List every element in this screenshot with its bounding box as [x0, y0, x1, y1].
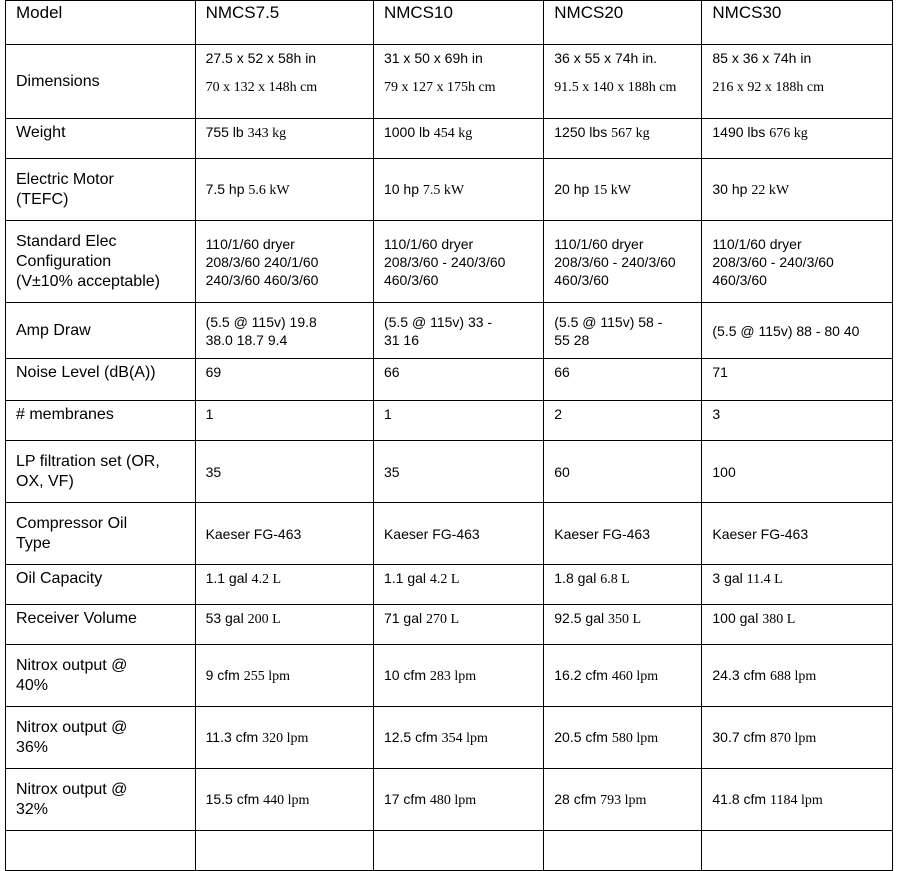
empty-cell [195, 831, 373, 871]
value-imperial: 30 hp [712, 180, 748, 197]
value-metric: 354 lpm [441, 730, 488, 746]
empty-cell [373, 831, 543, 871]
value-imperial: 100 gal [712, 610, 759, 626]
table-cell: 2 [544, 401, 702, 441]
value-metric: 216 x 92 x 188h cm [712, 80, 824, 95]
table-cell: 110/1/60 dryer 208/3/60 - 240/3/60 460/3/60 [544, 221, 702, 303]
table-cell [195, 645, 373, 707]
value-metric: 350 L [607, 612, 642, 627]
header-nmcs10: NMCS10 [373, 1, 543, 45]
table-row [6, 221, 893, 303]
table-cell: 110/1/60 dryer 208/3/60 240/1/60 240/3/60 460/3/60 [195, 221, 373, 303]
value-metric: 200 L [247, 612, 281, 627]
table-cell [702, 159, 893, 221]
table-cell: Kaeser FG-463 [544, 503, 702, 565]
value-imperial: 24.3 cfm [712, 666, 767, 683]
table-cell: (5.5 @ 115v) 58 - 55 28 [544, 303, 702, 359]
table-cell [195, 119, 373, 159]
table-cell [195, 707, 373, 769]
value-imperial: 17 cfm [383, 790, 426, 807]
table-cell: 35 [373, 441, 543, 503]
table-cell [195, 605, 373, 645]
value-metric: 870 lpm [769, 730, 817, 746]
value-metric: 380 L [762, 612, 796, 627]
value-metric: 676 kg [769, 126, 808, 141]
table-row [6, 401, 893, 441]
empty-cell [6, 831, 196, 871]
table-cell: 110/1/60 dryer 208/3/60 - 240/3/60 460/3/60 [702, 221, 893, 303]
header-nmcs7-5: NMCS7.5 [195, 1, 373, 45]
table-cell: Kaeser FG-463 [195, 503, 373, 565]
header-nmcs20: NMCS20 [544, 1, 702, 45]
value-imperial: 16.2 cfm [554, 666, 608, 683]
value-metric: 22 kW [751, 182, 790, 198]
row-label: Compressor Oil Type [6, 503, 196, 565]
row-label: Nitrox output @ 32% [6, 769, 196, 831]
table-row [6, 359, 893, 401]
table-cell [702, 45, 893, 119]
row-label: Weight [6, 119, 196, 159]
table-cell [702, 645, 893, 707]
table-cell: 71 [702, 359, 893, 401]
table-row [6, 303, 893, 359]
table-cell: 35 [195, 441, 373, 503]
table-cell: 100 [702, 441, 893, 503]
row-label: Nitrox output @ 40% [6, 645, 196, 707]
table-cell [702, 769, 893, 831]
specs-table [5, 0, 893, 871]
row-label: Standard Elec Configuration (V±10% acceptable) [6, 221, 196, 303]
value-metric: 688 lpm [769, 668, 817, 684]
value-imperial: 1.8 gal [554, 570, 597, 586]
table-cell [702, 119, 893, 159]
table-cell: (5.5 @ 115v) 19.8 38.0 18.7 9.4 [195, 303, 373, 359]
value-metric: 343 kg [247, 126, 287, 141]
table-row [6, 645, 893, 707]
value-metric: 91.5 x 140 x 188h cm [554, 80, 677, 95]
value-metric: 480 lpm [429, 792, 477, 808]
row-label: Receiver Volume [6, 605, 196, 645]
table-cell [702, 707, 893, 769]
value-metric: 1184 lpm [769, 792, 823, 808]
table-cell: (5.5 @ 115v) 33 - 31 16 [373, 303, 543, 359]
value-metric: 460 lpm [611, 668, 659, 684]
value-metric: 793 lpm [600, 792, 647, 808]
table-cell [544, 769, 702, 831]
table-cell [544, 605, 702, 645]
table-cell [544, 645, 702, 707]
table-cell: 66 [373, 359, 543, 401]
value-imperial: 36 x 55 x 74h in. [554, 50, 658, 66]
row-label: Dimensions [6, 45, 196, 119]
value-imperial: 28 cfm [554, 790, 597, 807]
value-imperial: 1250 lbs [554, 124, 608, 140]
table-cell: 69 [195, 359, 373, 401]
value-imperial: 1.1 gal [383, 570, 427, 586]
table-cell: Kaeser FG-463 [373, 503, 543, 565]
value-metric: 283 lpm [429, 668, 477, 684]
value-imperial: 11.3 cfm [205, 728, 259, 745]
value-imperial: 85 x 36 x 74h in [712, 50, 812, 66]
table-cell: Kaeser FG-463 [702, 503, 893, 565]
table-row [6, 565, 893, 605]
table-cell [373, 707, 543, 769]
table-cell [195, 45, 373, 119]
value-metric: 5.6 kW [248, 182, 290, 198]
value-imperial: 15.5 cfm [205, 790, 260, 807]
table-cell [373, 769, 543, 831]
table-cell [544, 159, 702, 221]
value-metric: 440 lpm [263, 792, 310, 808]
value-metric: 454 kg [433, 126, 473, 141]
value-imperial: 3 gal [712, 570, 743, 586]
value-imperial: 1.1 gal [205, 570, 248, 586]
table-cell: 1 [195, 401, 373, 441]
table-cell [373, 119, 543, 159]
value-imperial: 71 gal [383, 610, 423, 626]
table-cell [373, 45, 543, 119]
value-metric: 320 lpm [262, 730, 309, 746]
value-imperial: 10 hp [383, 180, 420, 197]
row-label: Oil Capacity [6, 565, 196, 605]
value-imperial: 1000 lb [383, 124, 430, 140]
table-cell: 66 [544, 359, 702, 401]
table-cell: 110/1/60 dryer 208/3/60 - 240/3/60 460/3/60 [373, 221, 543, 303]
table-cell: (5.5 @ 115v) 88 - 80 40 [702, 303, 893, 359]
value-metric: 270 L [426, 612, 460, 627]
table-row [6, 503, 893, 565]
value-metric: 11.4 L [746, 572, 783, 587]
value-imperial: 12.5 cfm [383, 728, 438, 745]
table-cell [195, 565, 373, 605]
value-imperial: 9 cfm [205, 666, 240, 683]
row-label: LP filtration set (OR, OX, VF) [6, 441, 196, 503]
empty-cell [544, 831, 702, 871]
table-row [6, 605, 893, 645]
value-metric: 580 lpm [611, 730, 659, 746]
value-metric: 4.2 L [429, 572, 460, 587]
table-cell [195, 769, 373, 831]
value-imperial: 20 hp [554, 180, 590, 197]
row-label: Amp Draw [6, 303, 196, 359]
row-label: Electric Motor (TEFC) [6, 159, 196, 221]
value-metric: 79 x 127 x 175h cm [383, 80, 496, 95]
value-imperial: 92.5 gal [554, 610, 605, 626]
table-row [6, 441, 893, 503]
table-cell [373, 565, 543, 605]
table-row [6, 45, 893, 119]
value-metric: 4.2 L [251, 572, 282, 587]
header-model: Model [6, 1, 196, 45]
table-cell [544, 119, 702, 159]
table-row [6, 769, 893, 831]
table-cell: 1 [373, 401, 543, 441]
table-row [6, 831, 893, 871]
header-row [6, 1, 893, 45]
value-imperial: 20.5 cfm [554, 728, 608, 745]
table-row [6, 707, 893, 769]
table-cell [373, 605, 543, 645]
value-metric: 70 x 132 x 148h cm [205, 80, 318, 95]
value-imperial: 7.5 hp [205, 180, 245, 197]
table-cell [373, 645, 543, 707]
empty-cell [702, 831, 893, 871]
table-cell: 3 [702, 401, 893, 441]
table-cell [373, 159, 543, 221]
value-metric: 567 kg [611, 126, 650, 141]
table-cell: 60 [544, 441, 702, 503]
value-metric: 15 kW [593, 182, 631, 198]
row-label: Noise Level (dB(A)) [6, 359, 196, 401]
value-metric: 7.5 kW [422, 182, 465, 198]
value-imperial: 30.7 cfm [712, 728, 767, 745]
value-imperial: 27.5 x 52 x 58h in [205, 50, 317, 66]
row-label: Nitrox output @ 36% [6, 707, 196, 769]
table-cell [544, 565, 702, 605]
table-cell [195, 159, 373, 221]
table-row [6, 159, 893, 221]
table-cell [544, 45, 702, 119]
value-imperial: 31 x 50 x 69h in [383, 50, 483, 66]
value-metric: 255 lpm [243, 668, 290, 684]
value-imperial: 53 gal [205, 610, 244, 626]
table-cell [702, 605, 893, 645]
row-label: # membranes [6, 401, 196, 441]
value-imperial: 10 cfm [383, 666, 426, 683]
table-cell [702, 565, 893, 605]
value-imperial: 1490 lbs [712, 124, 766, 140]
value-imperial: 755 lb [205, 124, 244, 140]
header-nmcs30: NMCS30 [702, 1, 893, 45]
value-metric: 6.8 L [600, 572, 630, 587]
table-row [6, 119, 893, 159]
table-cell [544, 707, 702, 769]
value-imperial: 41.8 cfm [712, 790, 767, 807]
